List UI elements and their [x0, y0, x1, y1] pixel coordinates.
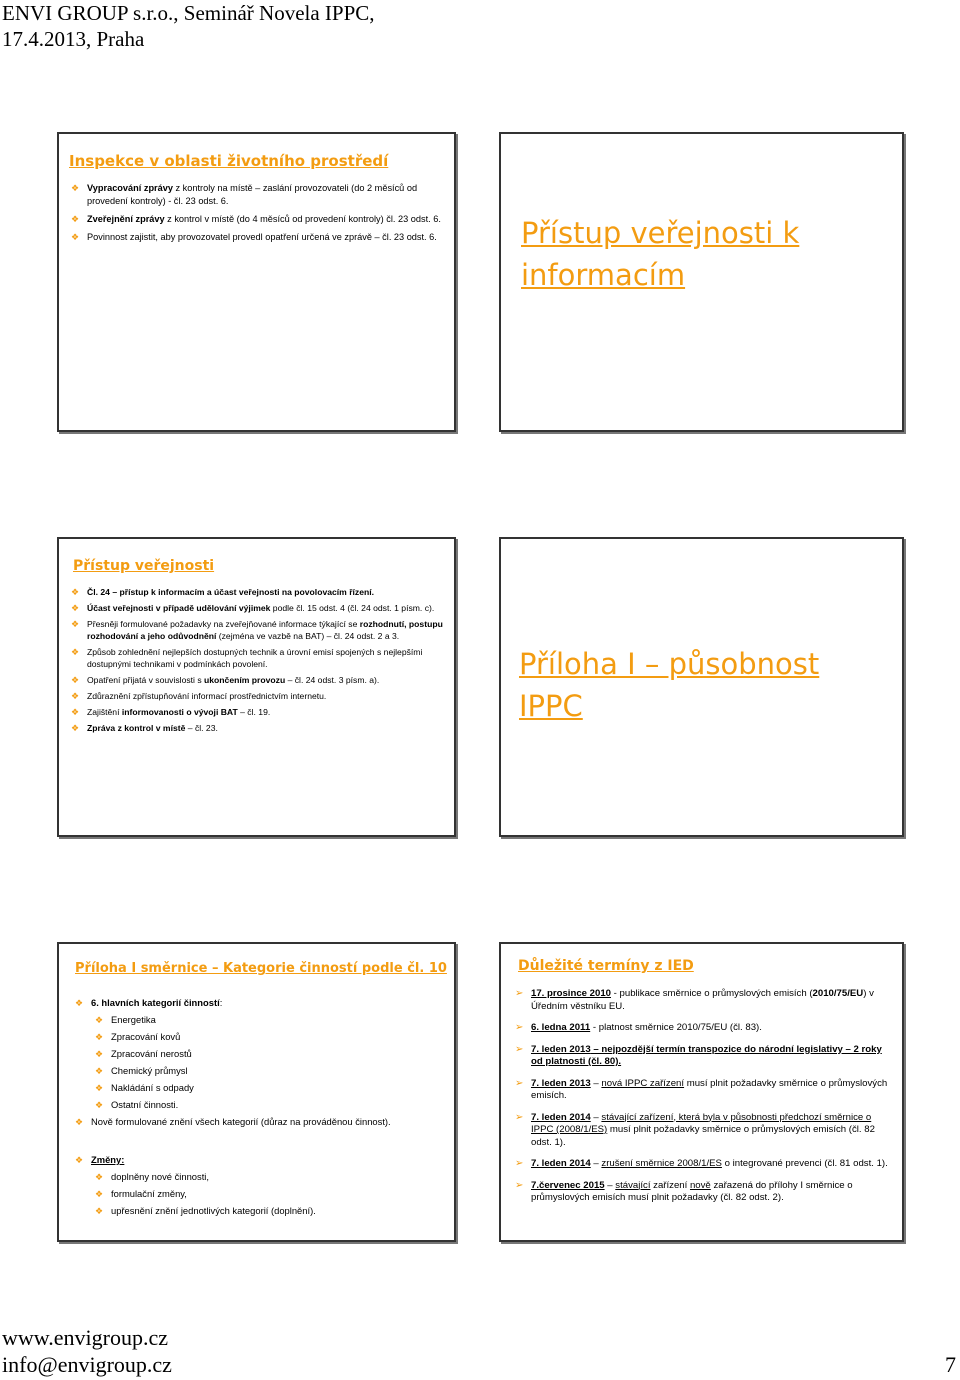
list-item: ➢ 7. leden 2013 – nová IPPC zařízení musí plnit požadavky směrnice o průmyslových emisích. [515, 1078, 893, 1103]
list-item: ➢ 17. prosince 2010 - publikace směrnice o průmyslových emisích (2010/75/EU) v Úředním věstníku EU. [515, 988, 893, 1013]
slide-pristup-title [499, 132, 904, 432]
slide-inspekce [57, 132, 456, 432]
page-number: 7 [945, 1352, 956, 1377]
list-item: ❖ Přesněji formulované požadavky na zveřejňované informace týkající se rozhodnutí, postupu rozhodování a jeho odůvodnění (zejména ve vazbě na BAT) – čl. 24 odst. 2 a 3. [71, 618, 446, 642]
slide-title: Důležité termíny z IED [518, 958, 694, 974]
list-item: ❖ 6. hlavních kategorií činností: [75, 997, 445, 1009]
document-header [2, 0, 375, 52]
footer-email-link[interactable]: info@envigroup.cz [2, 1352, 172, 1377]
list-item: ❖ upřesnění znění jednotlivých kategorií (doplnění). [75, 1205, 445, 1217]
list-item: ❖ Zpráva z kontrol v místě – čl. 23. [71, 722, 446, 734]
document-footer [2, 1324, 172, 1378]
list-item: ❖ Ostatní činnosti. [75, 1099, 445, 1111]
list-item: ❖ Chemický průmysl [75, 1065, 445, 1077]
slide-pristup-verejnosti [57, 537, 456, 837]
list-item: ❖ Zpracování nerostů [75, 1048, 445, 1060]
list-item: ❖ formulační změny, [75, 1188, 445, 1200]
header-line-1: ENVI GROUP s.r.o., Seminář Novela IPPC, [2, 1, 375, 25]
list-item: ❖ Povinnost zajistit, aby provozovatel provedl opatření určená ve zprávě – čl. 23 odst. 6. [71, 231, 441, 244]
bullet-list [75, 997, 445, 1222]
list-item: ❖ Změny: [75, 1154, 445, 1166]
list-item: ❖ Nakládání s odpady [75, 1082, 445, 1094]
slide-title: Příloha I směrnice – Kategorie činností podle čl. 10 [75, 961, 447, 976]
list-item: ➢ 7. leden 2013 – nejpozdější termín transpozice do národní legislativy – 2 roky od platnosti (čl. 80). [515, 1044, 893, 1069]
slide-terminy [499, 942, 904, 1242]
deadline-list [515, 988, 893, 1214]
footer-web-link[interactable]: www.envigroup.cz [2, 1325, 168, 1350]
list-item: ❖ Zpracování kovů [75, 1031, 445, 1043]
list-item: ❖ doplněny nové činnosti, [75, 1171, 445, 1183]
list-item: ❖ Čl. 24 – přístup k informacím a účast veřejnosti na povolovacím řízení. [71, 586, 446, 598]
list-item: ❖ Vypracování zprávy z kontroly na místě – zaslání provozovateli (do 2 měsíců od provedení kontroly) - čl. 23 odst. 6. [71, 182, 441, 208]
list-item: ❖ Zveřejnění zprávy z kontrol v místě (do 4 měsíců od provedení kontroly) čl. 23 odst. 6. [71, 213, 441, 226]
bullet-list [71, 182, 441, 249]
list-item: ❖ Energetika [75, 1014, 445, 1026]
bullet-list [71, 586, 446, 738]
list-item: ➢ 7. leden 2014 – zrušení směrnice 2008/1/ES o integrované prevenci (čl. 81 odst. 1). [515, 1158, 893, 1171]
list-item: ❖ Zajištění informovanosti o vývoji BAT – čl. 19. [71, 706, 446, 718]
list-item: ➢ 6. ledna 2011 - platnost směrnice 2010/75/EU (čl. 83). [515, 1022, 893, 1035]
slide-title: Příloha I – působnost IPPC [519, 647, 820, 723]
list-item: ➢ 7. leden 2014 – stávající zařízení, která byla v působnosti předchozí směrnice o IPPC (2008/1/ES) musí plnit požadavky směrnice o průmyslových emisích (čl. 82 odst. 1). [515, 1112, 893, 1150]
list-item: ❖ Účast veřejnosti v případě udělování výjimek podle čl. 15 odst. 4 (čl. 24 odst. 1 písm. c). [71, 602, 446, 614]
header-line-2: 17.4.2013, Praha [2, 27, 145, 51]
list-item: ❖ Nově formulované znění všech kategorií (důraz na prováděnou činnost). [75, 1116, 445, 1128]
list-item: ❖ Způsob zohlednění nejlepších dostupných technik a úrovní emisí spojených s nejlepšími dostupnými technikami v podmínkách povolení. [71, 646, 446, 670]
list-item: ❖ Opatření přijatá v souvislosti s ukončením provozu – čl. 24 odst. 3 písm. a). [71, 674, 446, 686]
slide-title: Přístup veřejnosti k informacím [521, 216, 800, 292]
slide-priloha-kategorie [57, 942, 456, 1242]
slide-title: Inspekce v oblasti životního prostředí [69, 152, 389, 170]
slide-title: Přístup veřejnosti [73, 558, 215, 574]
list-item: ❖ Zdůraznění zpřístupňování informací prostřednictvím internetu. [71, 690, 446, 702]
list-item: ➢ 7.červenec 2015 – stávající zařízení nově zařazená do přílohy I směrnice o průmyslových emisích musí plnit požadavky (čl. 82 odst. 2). [515, 1180, 893, 1205]
slide-priloha-title [499, 537, 904, 837]
